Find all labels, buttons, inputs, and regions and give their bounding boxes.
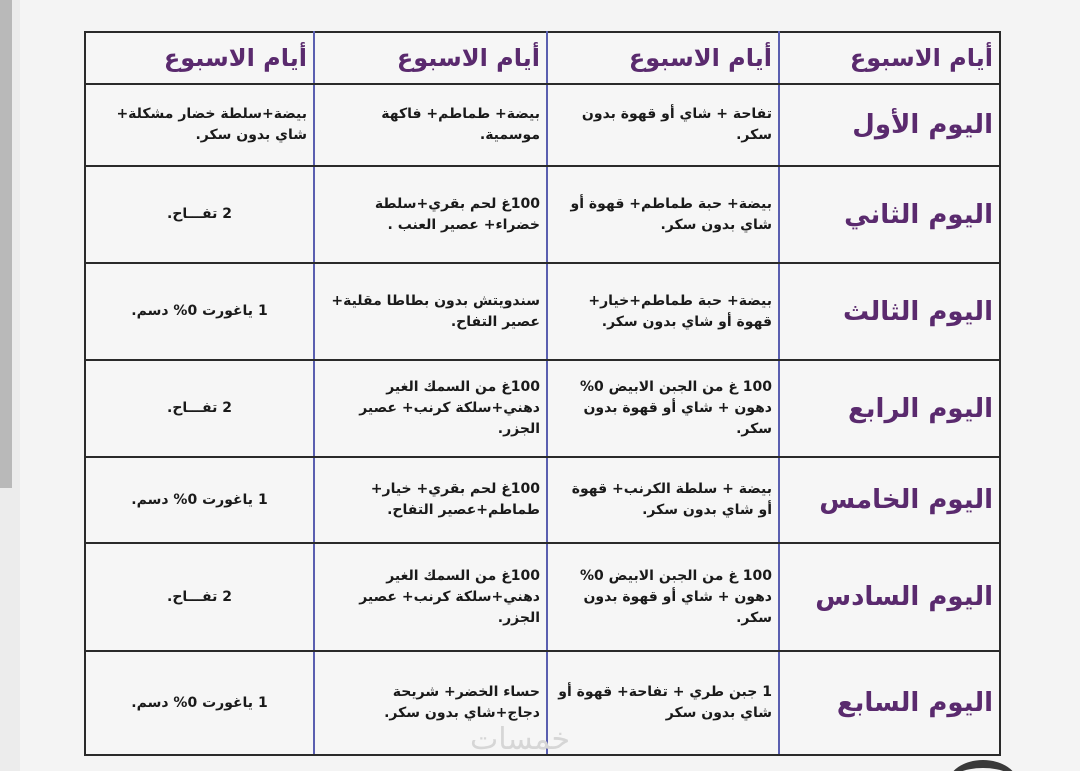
diet-plan-table — [84, 31, 1001, 756]
table-row — [85, 166, 1000, 263]
header-cell: أيام الاسبوع — [547, 32, 779, 84]
day-cell: اليوم السابع — [779, 651, 1000, 755]
meal-cell: 100 غ من الجبن الابيض 0% دهون + شاي أو قهوة بدون سكر. — [547, 360, 779, 457]
table-row — [85, 360, 1000, 457]
header-cell: أيام الاسبوع — [85, 32, 314, 84]
meal-cell: تفاحة + شاي أو قهوة بدون سكر. — [547, 84, 779, 166]
meal-cell: حساء الخضر+ شريحة دجاج+شاي بدون سكر. — [314, 651, 547, 755]
meal-cell: 1 ياغورت 0% دسم. — [85, 651, 314, 755]
meal-cell: بيضة+ طماطم+ فاكهة موسمية. — [314, 84, 547, 166]
meal-cell: 100غ من السمك الغير دهني+سلكة كرنب+ عصير الجزر. — [314, 543, 547, 651]
watermark-logo: خمسات — [470, 722, 571, 757]
header-cell: أيام الاسبوع — [314, 32, 547, 84]
meal-cell: 100غ لحم بقري+ خيار+ طماطم+عصير التفاح. — [314, 457, 547, 543]
table-row — [85, 263, 1000, 360]
day-cell: اليوم الثاني — [779, 166, 1000, 263]
meal-cell: 2 تفـــاح. — [85, 543, 314, 651]
meal-cell: بيضة+سلطة خضار مشكلة+ شاي بدون سكر. — [85, 84, 314, 166]
header-cell: أيام الاسبوع — [779, 32, 1000, 84]
header-row — [85, 32, 1000, 84]
day-cell: اليوم الخامس — [779, 457, 1000, 543]
day-cell: اليوم السادس — [779, 543, 1000, 651]
meal-cell: سندويتش بدون بطاطا مقلية+ عصير التفاح. — [314, 263, 547, 360]
meal-cell: 2 تفـــاح. — [85, 166, 314, 263]
table-row — [85, 543, 1000, 651]
day-cell: اليوم الثالث — [779, 263, 1000, 360]
table-row — [85, 84, 1000, 166]
meal-cell: 100غ لحم بقري+سلطة خضراء+ عصير العنب . — [314, 166, 547, 263]
meal-cell: بيضة+ حبة طماطم+ قهوة أو شاي بدون سكر. — [547, 166, 779, 263]
meal-cell: 1 ياغورت 0% دسم. — [85, 263, 314, 360]
meal-cell: بيضة+ حبة طماطم+خيار+ قهوة أو شاي بدون سكر. — [547, 263, 779, 360]
table-row — [85, 457, 1000, 543]
meal-cell: 1 ياغورت 0% دسم. — [85, 457, 314, 543]
meal-cell: 100غ من السمك الغير دهني+سلكة كرنب+ عصير الجزر. — [314, 360, 547, 457]
meal-cell: 100 غ من الجبن الابيض 0% دهون + شاي أو قهوة بدون سكر. — [547, 543, 779, 651]
meal-cell: 1 جبن طري + تفاحة+ قهوة أو شاي بدون سكر — [547, 651, 779, 755]
meal-cell: بيضة + سلطة الكرنب+ قهوة أو شاي بدون سكر. — [547, 457, 779, 543]
day-cell: اليوم الأول — [779, 84, 1000, 166]
scroll-edge — [0, 0, 12, 488]
meal-cell: 2 تفـــاح. — [85, 360, 314, 457]
day-cell: اليوم الرابع — [779, 360, 1000, 457]
